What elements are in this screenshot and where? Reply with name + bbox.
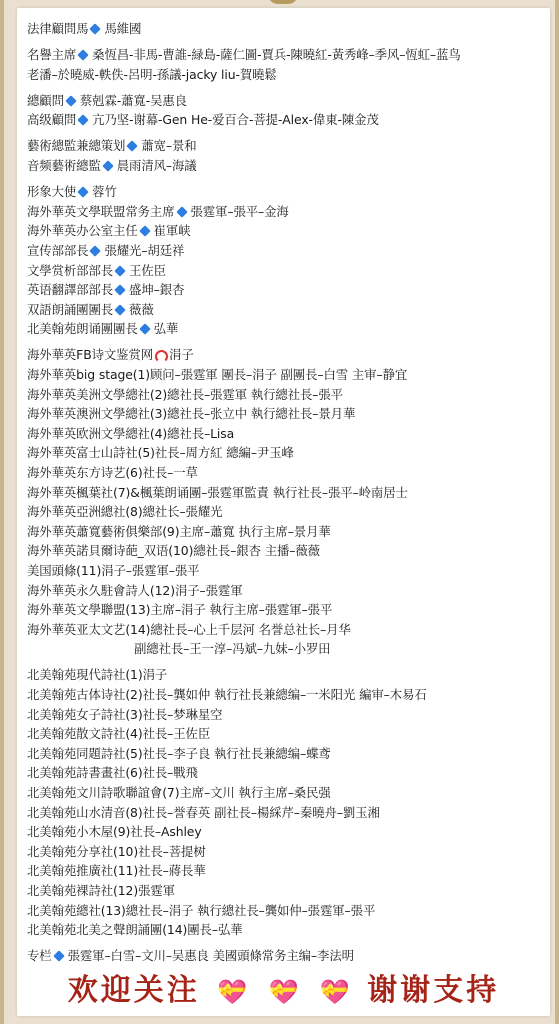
roster-line bbox=[27, 202, 542, 222]
roster-line-title: 海外華英欧洲文學總社(4)總社長–Lisa bbox=[27, 425, 235, 441]
roster-line-names: 晨雨清风–海議 bbox=[116, 158, 197, 174]
blue-diamond-icon bbox=[114, 265, 125, 276]
roster-line bbox=[27, 803, 542, 823]
roster-line-title: 海外華英东方诗艺(6)社長–一草 bbox=[27, 464, 198, 480]
roster-line-title: 北美翰苑分享社(10)社長–菩提树 bbox=[27, 843, 206, 859]
roster-line-title: 英语翻譯部部長 bbox=[27, 282, 114, 298]
roster-line-title: 双語朗誦團團長 bbox=[27, 301, 114, 317]
roster-line bbox=[27, 345, 542, 365]
content-card bbox=[17, 8, 550, 1016]
heart-ribbon-icon: 💝 bbox=[319, 978, 350, 1006]
roster-line bbox=[27, 763, 542, 783]
roster-line-title: 海外華英办公室主任 bbox=[27, 223, 138, 239]
red-circle-icon bbox=[155, 350, 168, 363]
roster-line bbox=[27, 842, 542, 862]
roster-line-title: 海外華英FB诗文鉴赏网 bbox=[27, 347, 154, 363]
roster-line bbox=[27, 65, 542, 85]
roster-line-title: 海外華英楓葉社(7)&楓葉朗诵團–張霆軍監責 執行社長–張平–岭南居士 bbox=[27, 484, 408, 500]
heart-ribbon-icon: 💝 bbox=[217, 978, 248, 1006]
roster-line-title: 美国頭條(11)涓子–張霆軍–張平 bbox=[27, 562, 200, 578]
roster-line-title: 海外華英澳洲文學總社(3)總社長–张立中 執行總社長–景月華 bbox=[27, 406, 356, 422]
blue-diamond-icon bbox=[127, 141, 138, 152]
roster-line-title: 總顧問 bbox=[27, 92, 64, 108]
roster-line bbox=[27, 744, 542, 764]
roster-line-title: 海外華英蕭寬藝術俱樂部(9)主席–蕭寬 执行主席–景月華 bbox=[27, 523, 331, 539]
roster-line-title: 文學赏析部部長 bbox=[27, 262, 114, 278]
roster-line-title: 海外華英諾貝爾诗葩_双语(10)總社長–銀杏 主播–薇薇 bbox=[27, 543, 320, 559]
roster-line-title: 藝術總監兼總策划 bbox=[27, 138, 126, 154]
roster-line-names: 薇薇 bbox=[129, 301, 154, 317]
roster-line bbox=[27, 724, 542, 744]
blue-diamond-icon bbox=[176, 206, 187, 217]
blue-diamond-icon bbox=[78, 186, 89, 197]
roster-line bbox=[27, 261, 542, 281]
roster-line bbox=[27, 600, 542, 620]
roster-line-title: 海外華英富士山詩社(5)社長–周方紅 總編–尹玉峰 bbox=[27, 445, 294, 461]
blue-diamond-icon bbox=[78, 115, 89, 126]
footer-follow-text: 欢迎关注 bbox=[67, 973, 200, 1008]
roster-line bbox=[27, 300, 542, 320]
roster-line-title: 高级顧問 bbox=[27, 112, 77, 128]
roster-line bbox=[27, 182, 542, 202]
roster-line bbox=[27, 221, 542, 241]
roster-line-names: 崔軍峡 bbox=[153, 223, 191, 239]
roster-line bbox=[27, 280, 542, 300]
roster-line bbox=[27, 19, 542, 39]
roster-line-names: 張耀光–胡廷祥 bbox=[104, 242, 185, 258]
roster-line-title: 形象大使 bbox=[27, 184, 77, 200]
roster-line-title: 专栏 bbox=[27, 948, 52, 964]
footer-slogan bbox=[17, 965, 550, 1009]
roster-line bbox=[27, 920, 542, 940]
roster-line-names: 弘華 bbox=[153, 321, 179, 337]
roster-line-title: 海外華英文學聯盟(13)主席–涓子 執行主席–張霆軍–張平 bbox=[27, 602, 333, 618]
blue-diamond-icon bbox=[139, 226, 150, 237]
roster-line bbox=[27, 502, 542, 522]
roster-line bbox=[27, 685, 542, 705]
roster-line-title: 北美翰苑朗诵團團長 bbox=[27, 321, 138, 337]
roster-line-names: 蓉竹 bbox=[92, 184, 117, 200]
roster-line-names: 蕭宽–景和 bbox=[141, 138, 197, 154]
blue-diamond-icon bbox=[65, 95, 76, 106]
roster-line bbox=[27, 901, 542, 921]
roster-line bbox=[27, 91, 542, 111]
roster-line-title: 海外華英亞洲總社(8)總社长–張耀光 bbox=[27, 504, 223, 520]
roster-line bbox=[27, 822, 542, 842]
frame-ornament bbox=[268, 0, 298, 4]
blue-diamond-icon bbox=[114, 284, 125, 295]
roster-line bbox=[27, 581, 542, 601]
roster-line bbox=[27, 861, 542, 881]
roster-line-names: 涓子 bbox=[169, 347, 194, 363]
roster-line bbox=[27, 319, 542, 339]
roster-line-names: 蔡剋霖-蕭寬-吴惠良 bbox=[79, 92, 187, 108]
roster-line-title: 北美翰苑同題詩社(5)社長–李子良 執行社長兼總编–蝶鸢 bbox=[27, 745, 331, 761]
roster-list bbox=[27, 19, 542, 966]
roster-line-names: 馬維國 bbox=[104, 21, 142, 36]
blue-diamond-icon bbox=[139, 324, 150, 335]
roster-line-title: 北美翰苑推廣社(11)社長–蔣長華 bbox=[27, 863, 206, 879]
roster-line bbox=[27, 463, 542, 483]
roster-line-title: 海外華英永久駐會詩人(12)涓子–張霆軍 bbox=[27, 582, 243, 598]
roster-line bbox=[27, 45, 542, 65]
blue-diamond-icon bbox=[102, 160, 113, 171]
roster-line-names: 盛坤–銀杏 bbox=[129, 282, 185, 298]
roster-line bbox=[27, 561, 542, 581]
blue-diamond-icon bbox=[114, 304, 125, 315]
roster-line-title: 北美翰苑山水清音(8)社長–誉春英 副社長–楊綵芹–秦曉舟–劉玉湘 bbox=[27, 804, 380, 820]
roster-line-title: 北美翰苑小木屋(9)社長–Ashley bbox=[27, 824, 202, 840]
roster-line-title: 法律顧問馬 bbox=[27, 21, 89, 36]
blue-diamond-icon bbox=[90, 245, 101, 256]
roster-line-names: 張霆軍–張平–金海 bbox=[190, 203, 289, 219]
roster-line bbox=[27, 665, 542, 685]
roster-line-title: 北美翰苑散文詩社(4)社長–王佐臣 bbox=[27, 726, 211, 742]
roster-line bbox=[27, 136, 542, 156]
roster-line-names: 亢乃坚-谢幕-Gen He-爱百合-菩提-Alex-偉東-陳金茂 bbox=[92, 112, 379, 128]
heart-ribbon-icon: 💝 bbox=[268, 978, 299, 1006]
roster-line bbox=[27, 946, 542, 966]
roster-line-title: 海外華英big stage(1)顾问–張霆軍 團長–涓子 副團長–白雪 主审–静宜 bbox=[27, 367, 408, 382]
roster-line bbox=[27, 522, 542, 542]
roster-line-title: 北美翰苑裸詩社(12)張霆軍 bbox=[27, 882, 175, 898]
blue-diamond-icon bbox=[90, 23, 101, 34]
roster-line bbox=[27, 639, 542, 659]
roster-line bbox=[27, 483, 542, 503]
roster-line-title: 海外華英美洲文學總社(2)總社長–張霆軍 執行總社長–張平 bbox=[27, 386, 343, 402]
roster-line bbox=[27, 404, 542, 424]
roster-line bbox=[27, 110, 542, 130]
blue-diamond-icon bbox=[53, 951, 64, 962]
roster-line bbox=[27, 156, 542, 176]
roster-line bbox=[27, 365, 542, 385]
blue-diamond-icon bbox=[78, 49, 89, 60]
roster-line-names: 張霆軍–白雪–文川–吴惠良 美國頭條常务主编–李法明 bbox=[67, 948, 354, 964]
roster-line-title: 海外華英文學联盟常务主席 bbox=[27, 203, 175, 219]
roster-line-title: 北美翰苑詩書畫社(6)社長–戰飛 bbox=[27, 765, 198, 781]
roster-line bbox=[27, 705, 542, 725]
roster-line-title: 名譽主席 bbox=[27, 47, 77, 63]
roster-line bbox=[27, 620, 542, 640]
roster-line bbox=[27, 881, 542, 901]
roster-line-title: 宣传部部長 bbox=[27, 242, 89, 258]
roster-line-title: 北美翰苑古体诗社(2)社長–龔如仲 執行社長兼總编–一米阳光 編审–木易石 bbox=[27, 687, 427, 702]
roster-line bbox=[27, 385, 542, 405]
roster-line-title: 北美翰苑文川詩歌聯誼會(7)主席–文川 執行主席–桑民强 bbox=[27, 784, 331, 800]
roster-line-title: 北美翰苑現代詩社(1)涓子 bbox=[27, 667, 168, 683]
footer-thanks-text: 谢谢支持 bbox=[367, 973, 500, 1008]
roster-line bbox=[27, 541, 542, 561]
roster-line-title: 北美翰苑總社(13)總社長–涓子 執行總社長–龔如仲–張霆軍–張平 bbox=[27, 902, 376, 918]
roster-line bbox=[27, 783, 542, 803]
roster-line-title: 北美翰苑北美之聲朗誦團(14)團長–弘華 bbox=[27, 922, 243, 938]
roster-line-title: 北美翰苑女子詩社(3)社長–梦琳星空 bbox=[27, 706, 223, 722]
roster-line bbox=[27, 443, 542, 463]
roster-line-title: 音频藝術總監 bbox=[27, 158, 101, 174]
roster-line-title: 海外華英亚太文艺(14)總社長–心上千层河 名誉总社长–月华 bbox=[27, 621, 351, 637]
roster-line-names: 桑恆昌-非馬-曹誰-緑島-薩仁圖-賈兵-陳曉紅-黃秀峰–季风–恆虹–蓝鸟 bbox=[92, 47, 461, 63]
roster-line bbox=[27, 241, 542, 261]
roster-line bbox=[27, 424, 542, 444]
roster-line-title: 老潘–於曉威-軼佚-呂明-孫議-jacky liu-賀曉鬆 bbox=[27, 66, 277, 82]
roster-line-names: 王佐臣 bbox=[129, 262, 166, 278]
roster-line-title: 副總社長–王一淳–冯斌–九妹–小罗田 bbox=[134, 641, 331, 657]
